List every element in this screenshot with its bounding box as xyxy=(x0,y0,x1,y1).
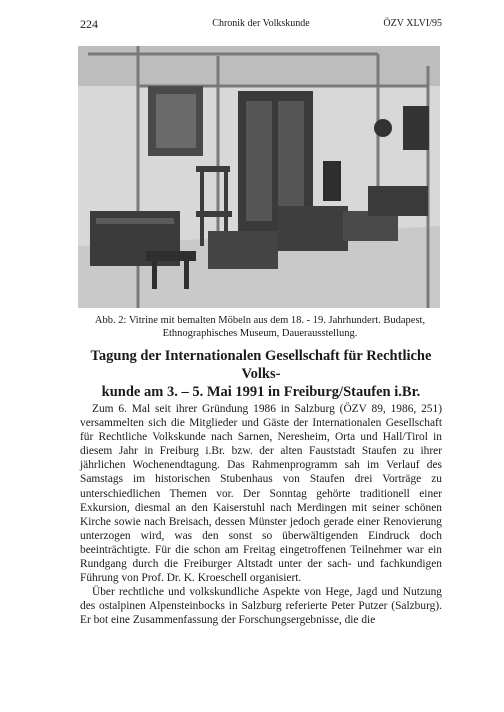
running-header xyxy=(80,16,442,32)
journal-volume: ÖZV XLVI/95 xyxy=(383,18,442,29)
body-paragraph: Über rechtliche und volkskundliche Aspekte von Hege, Jagd und Nutzung des ostalpinen Alpensteinbocks in Salzburg referierte Peter Putzer (Salzburg). Er bot eine Zusammenfassung der Forschungsergebnisse, die die xyxy=(80,586,442,627)
article-body xyxy=(80,402,442,628)
heading-line: kunde am 3. – 5. Mai 1991 in Freiburg/Staufen i.Br. xyxy=(101,384,421,400)
body-paragraph: Zum 6. Mal seit ihrer Gründung 1986 in Salzburg (ÖZV 89, 1986, 251) versammelten sich die Mitglieder und Gäste der Internationalen Gesellschaft für Rechtliche Volkskunde nach Sarnen, Neresheim, Orta und Hall/Tirol in diesem Jahr in Freiburg i.Br. bzw. der alten Fauststadt Staufen zu ihrer jährlichen Wochenendtagung. Das Rahmenprogramm sah im Verlauf des Samstags im historischen Stubenhaus von Staufen drei Vorträge zu unterschiedlichen Themen vor. Der Sonntag gehörte traditionell einer Exkursion, diesmal an den Kaiserstuhl nach Merdingen mit seiner schönen Kirche sowie nach Breisach, dessen Münster jedoch gerade einer Renovierung unterzogen wird, was den sonst so überwältigenden Eindruck doch beeinträchtigte. Für die schon am Freitag eingetroffenen Teilnehmer war ein Rundgang durch die Freiburger Altstadt unter der sach- und fachkundigen Führung von Prof. Dr. K. Kroeschell organisiert. xyxy=(80,403,442,585)
caption-line: Abb. 2: Vitrine mit bemalten Möbeln aus dem 18. - 19. Jahrhundert. Budapest, xyxy=(94,315,426,326)
heading-line: Tagung der Internationalen Gesellschaft für Rechtliche Volks- xyxy=(90,348,432,382)
page-number: 224 xyxy=(80,17,98,31)
article-heading xyxy=(80,347,442,401)
museum-showcase-photo xyxy=(78,46,440,308)
caption-line: Ethnographisches Museum, Dauerausstellung. xyxy=(162,328,358,339)
figure-caption xyxy=(84,314,436,340)
running-title: Chronik der Volkskunde xyxy=(212,18,310,29)
